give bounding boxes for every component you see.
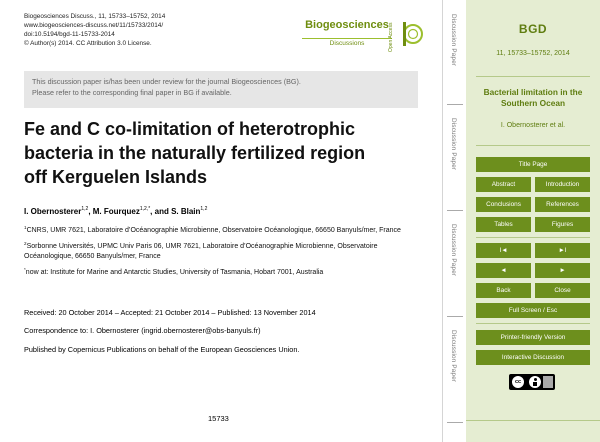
affiliation-text: CNRS, UMR 7621, Laboratoire d’Océanographie Microbienne, Observatoire Océanologique, 66650 Banyuls/mer, France [26,227,401,234]
printer-friendly-button[interactable]: Printer-friendly Version [476,330,590,345]
citation-block [24,12,165,48]
abstract-button[interactable]: Abstract [476,177,531,192]
citation-url[interactable]: www.biogeosciences-discuss.net/11/15733/2014/ [24,22,164,29]
publication-dates: Received: 20 October 2014 – Accepted: 21 October 2014 – Published: 13 November 2014 [24,308,316,317]
logo-subtitle: Discussions [302,38,392,47]
navigation-sidebar [466,0,600,442]
correspondence[interactable]: Correspondence to: I. Obernosterer (ingrid.obernosterer@obs-banyuls.fr) [24,326,261,335]
interactive-discussion-button[interactable]: Interactive Discussion [476,350,590,365]
affiliation-text: Sorbonne Universités, UPMC Univ Paris 06, UMR 7621, Laboratoire d’Océanographie Microbienne, Observatoire Océanologique, 66650 Banyuls/mer, France [24,242,378,260]
cc-icon: cc [512,376,524,388]
close-button[interactable]: Close [535,283,590,298]
publisher-statement: Published by Copernicus Publications on behalf of the European Geosciences Union. [24,345,300,354]
author-name: I. Obernosterer [24,207,82,216]
affiliation-text: now at: Institute for Marine and Antarctic Studies, University of Tasmania, Hobart 7001, Australia [25,268,324,276]
citation-doi[interactable]: doi:10.5194/bgd-11-15733-2014 [24,31,115,38]
title-line-2: bacteria in the naturally fertilized region [24,143,366,163]
author-separator: , and [150,207,172,216]
review-notice [24,71,418,108]
strip-label: Discussion Paper [450,330,457,383]
figures-button[interactable]: Figures [535,217,590,232]
short-title: Bacterial limitation in the Southern Ocean [483,87,583,108]
strip-separator [447,422,463,423]
strip-label: Discussion Paper [450,118,457,171]
title-line-1: Fe and C co-limitation of heterotrophic [24,119,356,139]
citation-journal: Biogeosciences Discuss., 11, 15733–15752, 2014 [24,13,166,20]
previous-page-button[interactable]: ◄ [476,263,531,278]
affiliations [24,223,424,280]
affiliation-item [24,239,424,263]
journal-logo [302,12,420,56]
back-button[interactable]: Back [476,283,531,298]
page-number: 15733 [208,414,229,423]
first-page-button[interactable]: I◄ [476,243,531,258]
affiliation-item [24,223,424,237]
volume-info: 11, 15733–15752, 2014 [496,50,570,57]
introduction-button[interactable]: Introduction [535,177,590,192]
author-affil-mark: 1,2,* [139,206,151,212]
author-list [24,206,207,216]
affiliation-mark: * [24,266,26,272]
full-screen-button[interactable]: Full Screen / Esc [476,303,590,318]
title-line-3: off Kerguelen Islands [24,167,208,187]
author-name: S. Blain [171,207,201,216]
conclusions-button[interactable]: Conclusions [476,197,531,212]
globe-icon [402,16,424,52]
discussion-paper-strip [442,0,466,442]
author-separator: , [88,207,93,216]
journal-abbreviation: BGD [518,22,548,36]
strip-separator [447,210,463,211]
sidebar-divider [476,323,590,324]
license-badge-tail [543,376,553,388]
short-authors: I. Obernosterer et al. [500,122,566,129]
citation-license: © Author(s) 2014. CC Attribution 3.0 License. [24,40,152,47]
paper-title [24,117,424,189]
next-page-button[interactable]: ► [535,263,590,278]
attribution-icon [529,376,541,388]
sidebar-footer [466,420,600,434]
author-affil-mark: 1,2 [81,206,89,212]
references-button[interactable]: References [535,197,590,212]
logo-title: Biogeosciences [305,19,389,31]
sidebar-divider [476,237,590,238]
strip-separator [447,316,463,317]
sidebar-divider [476,76,590,77]
notice-line-2: Please refer to the corresponding final paper in BG if available. [32,88,232,97]
strip-separator [447,104,463,105]
strip-label: Discussion Paper [450,224,457,277]
author-affil-mark: 1,2 [200,206,208,212]
affiliation-item [24,265,424,279]
notice-line-1: This discussion paper is/has been under review for the journal Biogeosciences (BG). [32,77,301,86]
affiliation-mark: 2 [24,240,27,246]
author-name: M. Fourquez [92,207,140,216]
strip-label: Discussion Paper [450,14,457,67]
affiliation-mark: 1 [24,225,27,230]
sidebar-divider [476,145,590,146]
creative-commons-icon[interactable] [509,374,555,390]
open-access-label: Open Access [388,22,394,52]
tables-button[interactable]: Tables [476,217,531,232]
last-page-button[interactable]: ►I [535,243,590,258]
title-page-button[interactable]: Title Page [476,157,590,172]
